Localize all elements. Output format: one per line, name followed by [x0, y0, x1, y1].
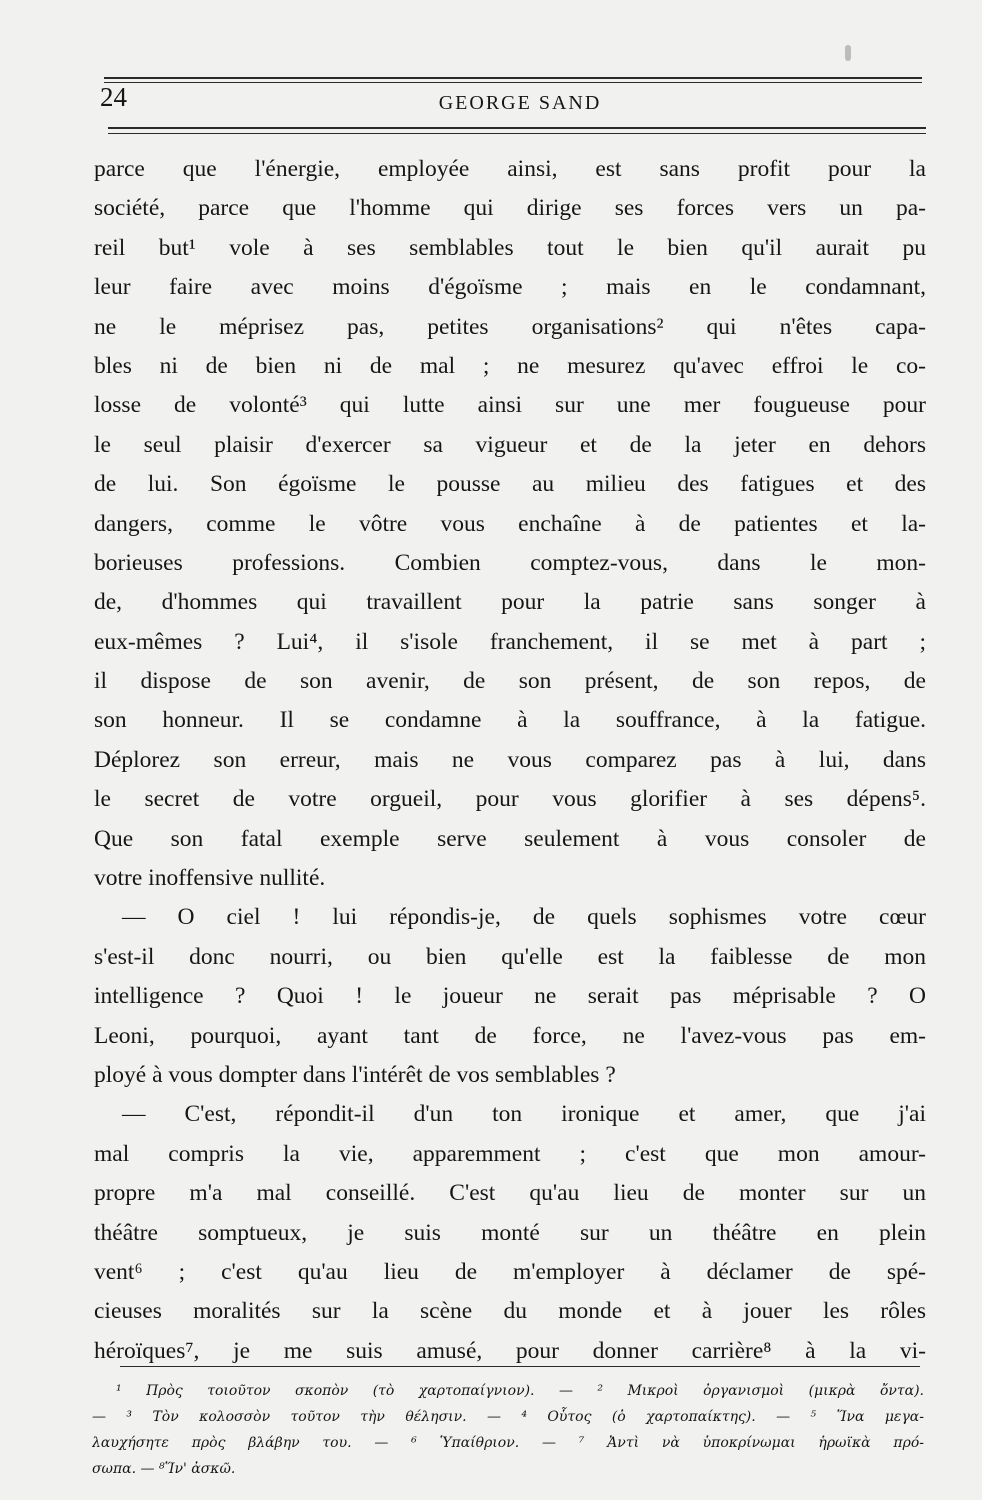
body-text	[94, 150, 926, 1371]
footnotes	[92, 1378, 924, 1482]
footnote-line: σωπα. — ⁸Ἵν' ἀσκῶ.	[92, 1461, 236, 1477]
footnote-line: λαυχήσητε πρὸς βλάβην του. — ⁶ Ὑπαίθριον. — ⁷ Ἀντὶ νὰ ὑποκρίνωμαι ἡρωϊκὰ πρό-	[92, 1435, 924, 1451]
text-line: théâtre somptueux, je suis monté sur un théâtre en plein	[94, 1219, 926, 1246]
text-line: il dispose de son avenir, de son présent, de son repos, de	[94, 668, 926, 695]
text-line: borieuses professions. Combien comptez-vous, dans le mon-	[94, 549, 926, 576]
text-line: son honneur. Il se condamne à la souffrance, à la fatigue.	[94, 707, 926, 734]
ink-blot	[845, 45, 851, 61]
text-line: s'est-il donc nourri, ou bien qu'elle est la faiblesse de mon	[94, 943, 926, 970]
header-rule-bottom	[108, 127, 926, 129]
text-line: Déplorez son erreur, mais ne vous comparez pas à lui, dans	[94, 746, 926, 773]
text-line: votre inoffensive nullité.	[94, 865, 326, 892]
text-line: reil but¹ vole à ses semblables tout le bien qu'il aurait pu	[94, 234, 926, 261]
header-rule-top-2	[104, 82, 922, 83]
page-number: 24	[100, 82, 127, 112]
text-line: losse de volonté³ qui lutte ainsi sur une mer fougueuse pour	[94, 392, 926, 419]
text-line: propre m'a mal conseillé. C'est qu'au lieu de monter sur un	[94, 1180, 926, 1207]
text-line: Que son fatal exemple serve seulement à vous consoler de	[94, 825, 926, 852]
text-line: société, parce que l'homme qui dirige ses forces vers un pa-	[94, 195, 926, 222]
text-line: — O ciel ! lui répondis-je, de quels sophismes votre cœur	[122, 904, 926, 931]
text-line: de lui. Son égoïsme le pousse au milieu des fatigues et des	[94, 471, 926, 498]
text-line: — C'est, répondit-il d'un ton ironique et amer, que j'ai	[122, 1101, 926, 1128]
header-rule-top	[104, 77, 922, 79]
text-line: eux-mêmes ? Lui⁴, il s'isole franchement, il se met à part ;	[94, 628, 926, 655]
header-rule-bottom-2	[108, 133, 926, 134]
running-title: GEORGE SAND	[438, 92, 602, 114]
text-line: dangers, comme le vôtre vous enchaîne à de patientes et la-	[94, 510, 926, 537]
text-line: intelligence ? Quoi ! le joueur ne serait pas méprisable ? O	[94, 983, 926, 1010]
text-line: cieuses moralités sur la scène du monde et à jouer les rôles	[94, 1298, 926, 1325]
text-line: leur faire avec moins d'égoïsme ; mais en le condamnant,	[94, 274, 926, 301]
text-line: mal compris la vie, apparemment ; c'est que mon amour-	[94, 1140, 926, 1167]
footnote-line: — ³ Τὸν κολοσσὸν τοῦτον τὴν θέλησιν. — ⁴ Οὗτος (ὁ χαρτοπαίκτης). — ⁵ Ἵνα μεγα-	[92, 1409, 924, 1425]
text-line: le secret de votre orgueil, pour vous glorifier à ses dépens⁵.	[94, 786, 926, 813]
text-line: vent⁶ ; c'est qu'au lieu de m'employer à déclamer de spé-	[94, 1258, 926, 1285]
footnote-line: ¹ Πρὸς τοιοῦτον σκοπὸν (τὸ χαρτοπαίγνιον). — ² Μικροὶ ὀργανισμοὶ (μικρὰ ὄντα).	[116, 1383, 924, 1399]
text-line: ployé à vous dompter dans l'intérêt de vos semblables ?	[94, 1061, 616, 1088]
text-line: héroïques⁷, je me suis amusé, pour donner carrière⁸ à la vi-	[94, 1337, 926, 1364]
text-line: Leoni, pourquoi, ayant tant de force, ne l'avez-vous pas em-	[94, 1022, 926, 1049]
text-line: de, d'hommes qui travaillent pour la patrie sans songer à	[94, 589, 926, 616]
footnote-rule	[120, 1366, 920, 1367]
text-line: le seul plaisir d'exercer sa vigueur et de la jeter en dehors	[94, 431, 926, 458]
text-line: parce que l'énergie, employée ainsi, est sans profit pour la	[94, 156, 926, 182]
text-line: bles ni de bien ni de mal ; ne mesurez qu'avec effroi le co-	[94, 352, 926, 379]
text-line: ne le méprisez pas, petites organisations² qui n'êtes capa-	[94, 313, 926, 340]
